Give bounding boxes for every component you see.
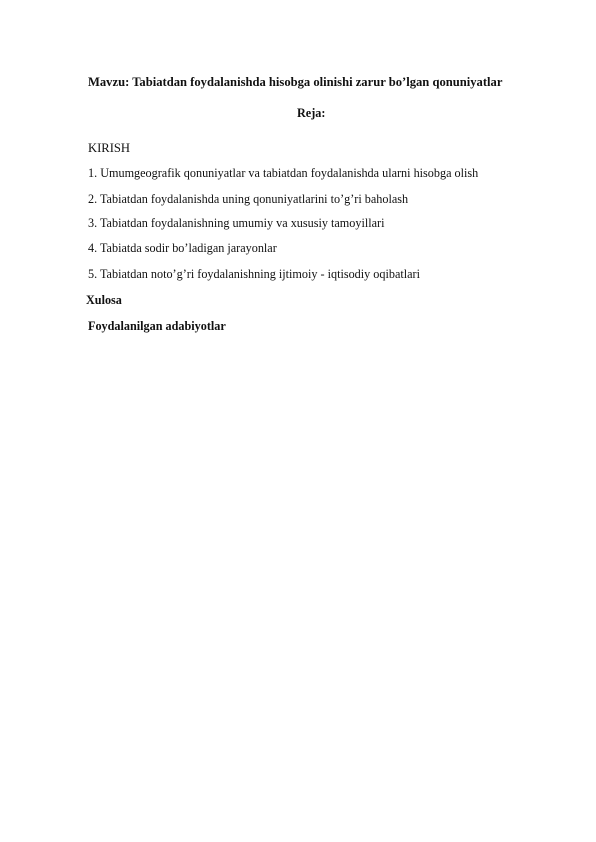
plan-item-2: 2. Tabiatdan foydalanishda uning qonuniyatlarini to’g’ri baholash xyxy=(88,192,409,206)
conclusion-heading: Xulosa xyxy=(86,293,122,307)
intro-heading: KIRISH xyxy=(88,141,130,155)
plan-item-5: 5. Tabiatdan noto’g’ri foydalanishning ijtimoiy - iqtisodiy oqibatlari xyxy=(88,267,420,281)
references-heading: Foydalanilgan adabiyotlar xyxy=(88,319,226,333)
plan-item-4: 4. Tabiatda sodir bo’ladigan jarayonlar xyxy=(88,241,277,255)
plan-heading: Reja: xyxy=(297,106,326,120)
document-title: Mavzu: Tabiatdan foydalanishda hisobga olinishi zarur bo’lgan qonuniyatlar xyxy=(88,75,503,89)
plan-item-1: 1. Umumgeografik qonuniyatlar va tabiatdan foydalanishda ularni hisobga olish xyxy=(88,166,479,180)
plan-item-3: 3. Tabiatdan foydalanishning umumiy va xususiy tamoyillari xyxy=(88,216,385,230)
